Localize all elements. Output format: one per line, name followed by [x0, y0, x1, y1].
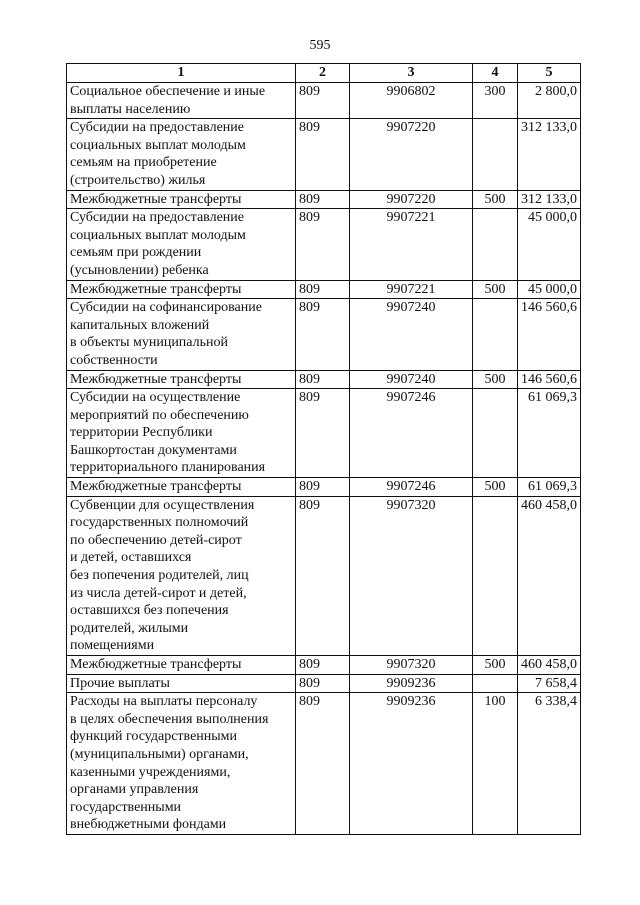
- expense-name-line: выплаты населению: [70, 101, 191, 117]
- expense-type-code: [473, 389, 518, 478]
- expense-name: [67, 209, 296, 280]
- department-code: 809: [296, 190, 350, 209]
- header-row: [67, 64, 581, 83]
- expense-name-line: Субвенции для осуществления: [70, 497, 255, 513]
- expense-name: [67, 656, 296, 675]
- expense-name-line: Субсидии на осуществление: [70, 390, 241, 406]
- expense-name-line: семьям при рождении: [70, 245, 202, 261]
- table-row: [67, 209, 581, 280]
- expense-name-line: в целях обеспечения выполнения: [70, 711, 269, 727]
- header-col-3: 3: [350, 64, 473, 83]
- target-article-code: 9907221: [350, 209, 473, 280]
- table-row: [67, 674, 581, 693]
- expense-name-line: из числа детей-сирот и детей,: [70, 585, 247, 601]
- expense-name: [67, 389, 296, 478]
- target-article-code: 9906802: [350, 83, 473, 119]
- expense-name-line: функций государственными: [70, 729, 238, 745]
- amount: 146 560,6: [518, 370, 581, 389]
- expense-name-line: мероприятий по обеспечению: [70, 407, 249, 423]
- amount: 312 133,0: [518, 190, 581, 209]
- header-col-1: 1: [67, 64, 296, 83]
- target-article-code: 9907240: [350, 370, 473, 389]
- expense-name-line: по обеспечению детей-сирот: [70, 532, 242, 548]
- expense-name: [67, 83, 296, 119]
- expense-type-code: 100: [473, 693, 518, 835]
- expense-type-code: 500: [473, 656, 518, 675]
- table-row: [67, 656, 581, 675]
- department-code: 809: [296, 83, 350, 119]
- department-code: 809: [296, 693, 350, 835]
- expense-name-line: родителей, жилыми: [70, 620, 189, 636]
- table-row: [67, 119, 581, 190]
- expense-type-code: 500: [473, 190, 518, 209]
- department-code: 809: [296, 209, 350, 280]
- target-article-code: 9907221: [350, 280, 473, 299]
- amount: 45 000,0: [518, 209, 581, 280]
- target-article-code: 9907320: [350, 656, 473, 675]
- page-number: 595: [309, 38, 331, 53]
- header-col-5: 5: [518, 64, 581, 83]
- expense-name-line: органами управления: [70, 782, 199, 798]
- target-article-code: 9907246: [350, 389, 473, 478]
- amount: 6 338,4: [518, 693, 581, 835]
- expense-name-line: семьям на приобретение: [70, 155, 217, 171]
- target-article-code: 9907320: [350, 496, 473, 655]
- expense-name: [67, 299, 296, 370]
- expense-type-code: [473, 674, 518, 693]
- expense-name-line: Башкортостан документами: [70, 442, 237, 458]
- header-col-4: 4: [473, 64, 518, 83]
- expense-name: [67, 370, 296, 389]
- expense-name: [67, 496, 296, 655]
- expense-name-line: Межбюджетные трансферты: [70, 479, 242, 495]
- amount: 7 658,4: [518, 674, 581, 693]
- department-code: 809: [296, 478, 350, 497]
- expense-type-code: 300: [473, 83, 518, 119]
- expense-name-line: в объекты муниципальной: [70, 335, 228, 351]
- expense-name-line: социальных выплат молодым: [70, 227, 246, 243]
- expense-name-line: территории Республики: [70, 425, 213, 441]
- department-code: 809: [296, 299, 350, 370]
- expense-name-line: Субсидии на предоставление: [70, 210, 244, 226]
- budget-table: [66, 63, 581, 835]
- expense-type-code: 500: [473, 280, 518, 299]
- expense-type-code: [473, 119, 518, 190]
- department-code: 809: [296, 674, 350, 693]
- department-code: 809: [296, 119, 350, 190]
- amount: 460 458,0: [518, 496, 581, 655]
- expense-name-line: социальных выплат молодым: [70, 137, 246, 153]
- table-row: [67, 693, 581, 835]
- expense-name-line: Прочие выплаты: [70, 675, 170, 691]
- department-code: 809: [296, 370, 350, 389]
- amount: 146 560,6: [518, 299, 581, 370]
- amount: 45 000,0: [518, 280, 581, 299]
- expense-name-line: оставшихся без попечения: [70, 603, 229, 619]
- expense-name-line: (усыновлении) ребенка: [70, 262, 209, 278]
- amount: 61 069,3: [518, 478, 581, 497]
- table-row: [67, 280, 581, 299]
- table-header: [67, 64, 581, 83]
- expense-name: [67, 119, 296, 190]
- expense-name: [67, 674, 296, 693]
- expense-name-line: Субсидии на предоставление: [70, 120, 244, 136]
- expense-name-line: Расходы на выплаты персоналу: [70, 694, 258, 710]
- department-code: 809: [296, 656, 350, 675]
- target-article-code: 9907220: [350, 119, 473, 190]
- amount: 2 800,0: [518, 83, 581, 119]
- table-row: [67, 83, 581, 119]
- amount: 61 069,3: [518, 389, 581, 478]
- department-code: 809: [296, 389, 350, 478]
- amount: 460 458,0: [518, 656, 581, 675]
- table-row: [67, 370, 581, 389]
- table-row: [67, 299, 581, 370]
- expense-type-code: [473, 299, 518, 370]
- expense-name-line: капитальных вложений: [70, 317, 210, 333]
- expense-name-line: территориального планирования: [70, 460, 266, 476]
- expense-name: [67, 693, 296, 835]
- header-col-2: 2: [296, 64, 350, 83]
- expense-name-line: внебюджетными фондами: [70, 817, 227, 833]
- expense-name-line: Межбюджетные трансферты: [70, 657, 242, 672]
- expense-name-line: собственности: [70, 352, 158, 368]
- table-row: [67, 389, 581, 478]
- expense-name: [67, 280, 296, 299]
- expense-name-line: Субсидии на софинансирование: [70, 300, 262, 316]
- expense-name-line: Межбюджетные трансферты: [70, 371, 242, 387]
- expense-type-code: [473, 496, 518, 655]
- expense-name: [67, 478, 296, 497]
- expense-name-line: государственными: [70, 799, 182, 815]
- table-row: [67, 478, 581, 497]
- target-article-code: 9907240: [350, 299, 473, 370]
- expense-type-code: 500: [473, 370, 518, 389]
- expense-name-line: (муниципальными) органами,: [70, 746, 249, 762]
- expense-type-code: 500: [473, 478, 518, 497]
- target-article-code: 9909236: [350, 693, 473, 835]
- table-row: [67, 190, 581, 209]
- table-body: [67, 83, 581, 835]
- expense-name-line: без попечения родителей, лиц: [70, 568, 249, 584]
- expense-name-line: (строительство) жилья: [70, 172, 206, 188]
- expense-name-line: Социальное обеспечение и иные: [70, 84, 266, 99]
- table-row: [67, 496, 581, 655]
- department-code: 809: [296, 280, 350, 299]
- expense-name-line: помещениями: [70, 638, 155, 654]
- expense-name-line: казенными учреждениями,: [70, 764, 231, 780]
- target-article-code: 9907246: [350, 478, 473, 497]
- expense-name-line: Межбюджетные трансферты: [70, 191, 242, 207]
- expense-type-code: [473, 209, 518, 280]
- target-article-code: 9907220: [350, 190, 473, 209]
- amount: 312 133,0: [518, 119, 581, 190]
- target-article-code: 9909236: [350, 674, 473, 693]
- department-code: 809: [296, 496, 350, 655]
- expense-name-line: и детей, оставшихся: [70, 550, 192, 566]
- expense-name: [67, 190, 296, 209]
- expense-name-line: государственных полномочий: [70, 515, 249, 531]
- expense-name-line: Межбюджетные трансферты: [70, 281, 242, 297]
